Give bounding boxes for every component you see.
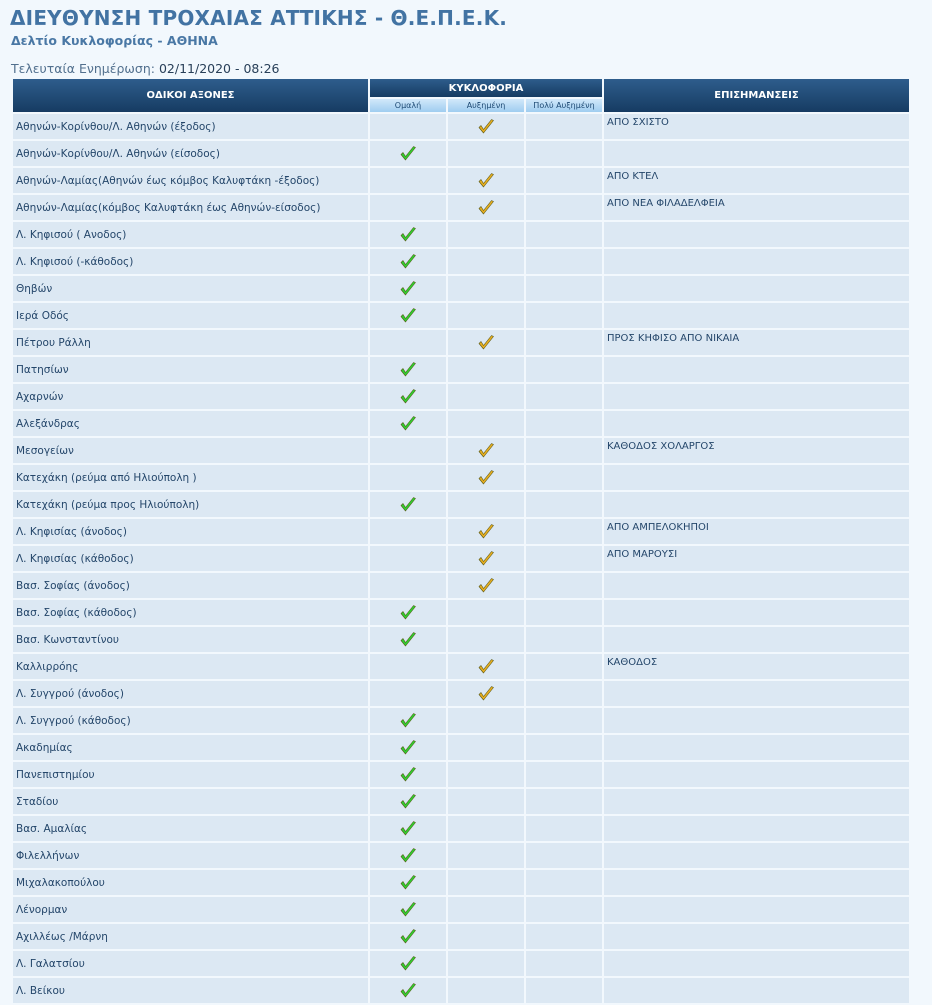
traffic-table — [11, 77, 911, 1005]
status-cell-normal — [370, 114, 446, 139]
table-row — [13, 357, 909, 382]
status-cell-normal — [370, 843, 446, 868]
header-increased: Αυξημένη — [448, 99, 524, 112]
status-cell-normal — [370, 357, 446, 382]
status-cell-very-increased — [526, 843, 602, 868]
status-cell-very-increased — [526, 492, 602, 517]
road-note: ΚΑΘΟΔΟΣ — [604, 654, 909, 679]
table-row — [13, 465, 909, 490]
table-row — [13, 330, 909, 355]
check-icon — [477, 523, 495, 541]
road-note — [604, 924, 909, 949]
status-cell-increased — [448, 492, 524, 517]
status-cell-increased — [448, 789, 524, 814]
check-icon — [477, 658, 495, 676]
status-cell-increased — [448, 870, 524, 895]
check-icon — [477, 469, 495, 487]
table-row — [13, 411, 909, 436]
road-name: Θηβών — [13, 276, 368, 301]
status-cell-very-increased — [526, 384, 602, 409]
road-name: Λ. Κηφισίας (κάθοδος) — [13, 546, 368, 571]
road-note — [604, 789, 909, 814]
status-cell-normal — [370, 924, 446, 949]
check-icon — [399, 388, 417, 406]
status-cell-very-increased — [526, 789, 602, 814]
status-cell-increased — [448, 168, 524, 193]
table-row — [13, 816, 909, 841]
road-note — [604, 276, 909, 301]
check-icon — [399, 955, 417, 973]
status-cell-very-increased — [526, 222, 602, 247]
status-cell-very-increased — [526, 573, 602, 598]
last-updated — [11, 61, 279, 76]
road-name: Αθηνών-Λαμίας(Αθηνών έως κόμβος Καλυφτάκη -έξοδος) — [13, 168, 368, 193]
status-cell-very-increased — [526, 681, 602, 706]
road-note — [604, 735, 909, 760]
road-note: ΑΠΟ ΣΧΙΣΤΟ — [604, 114, 909, 139]
road-note — [604, 411, 909, 436]
status-cell-increased — [448, 897, 524, 922]
table-row — [13, 762, 909, 787]
road-note — [604, 141, 909, 166]
status-cell-very-increased — [526, 762, 602, 787]
check-icon — [477, 172, 495, 190]
road-note: ΚΑΘΟΔΟΣ ΧΟΛΑΡΓΟΣ — [604, 438, 909, 463]
road-name: Πέτρου Ράλλη — [13, 330, 368, 355]
road-note — [604, 357, 909, 382]
table-row — [13, 222, 909, 247]
road-note — [604, 573, 909, 598]
status-cell-very-increased — [526, 951, 602, 976]
status-cell-very-increased — [526, 735, 602, 760]
status-cell-increased — [448, 546, 524, 571]
status-cell-very-increased — [526, 924, 602, 949]
check-icon — [399, 928, 417, 946]
last-updated-value: 02/11/2020 - 08:26 — [158, 61, 280, 76]
table-row — [13, 870, 909, 895]
header-roads: ΟΔΙΚΟΙ ΑΞΟΝΕΣ — [13, 79, 368, 112]
status-cell-increased — [448, 357, 524, 382]
status-cell-normal — [370, 141, 446, 166]
table-row — [13, 789, 909, 814]
status-cell-normal — [370, 384, 446, 409]
road-note — [604, 384, 909, 409]
road-note: ΠΡΟΣ ΚΗΦΙΣΟ ΑΠΟ ΝΙΚΑΙΑ — [604, 330, 909, 355]
road-name: Ιερά Οδός — [13, 303, 368, 328]
status-cell-normal — [370, 465, 446, 490]
road-name: Αχιλλέως /Μάρνη — [13, 924, 368, 949]
road-note — [604, 465, 909, 490]
road-name: Βασ. Σοφίας (άνοδος) — [13, 573, 368, 598]
status-cell-very-increased — [526, 411, 602, 436]
check-icon — [477, 550, 495, 568]
status-cell-normal — [370, 627, 446, 652]
road-note — [604, 978, 909, 1003]
status-cell-very-increased — [526, 978, 602, 1003]
check-icon — [477, 334, 495, 352]
road-name: Βασ. Αμαλίας — [13, 816, 368, 841]
status-cell-normal — [370, 411, 446, 436]
status-cell-very-increased — [526, 546, 602, 571]
status-cell-very-increased — [526, 114, 602, 139]
road-note — [604, 870, 909, 895]
road-name: Πατησίων — [13, 357, 368, 382]
check-icon — [477, 199, 495, 217]
status-cell-normal — [370, 978, 446, 1003]
status-cell-normal — [370, 762, 446, 787]
status-cell-increased — [448, 762, 524, 787]
status-cell-increased — [448, 600, 524, 625]
status-cell-increased — [448, 303, 524, 328]
table-row — [13, 978, 909, 1003]
table-row — [13, 303, 909, 328]
table-row — [13, 708, 909, 733]
road-name: Βασ. Κωνσταντίνου — [13, 627, 368, 652]
status-cell-increased — [448, 411, 524, 436]
road-name: Λ. Κηφισίας (άνοδος) — [13, 519, 368, 544]
table-row — [13, 735, 909, 760]
status-cell-increased — [448, 114, 524, 139]
status-cell-very-increased — [526, 870, 602, 895]
road-name: Κατεχάκη (ρεύμα προς Ηλιούπολη) — [13, 492, 368, 517]
status-cell-normal — [370, 276, 446, 301]
status-cell-increased — [448, 465, 524, 490]
road-name: Κατεχάκη (ρεύμα από Ηλιούπολη ) — [13, 465, 368, 490]
status-cell-very-increased — [526, 897, 602, 922]
check-icon — [399, 874, 417, 892]
status-cell-very-increased — [526, 249, 602, 274]
road-note — [604, 762, 909, 787]
check-icon — [399, 496, 417, 514]
check-icon — [399, 253, 417, 271]
road-name: Αλεξάνδρας — [13, 411, 368, 436]
table-row — [13, 573, 909, 598]
check-icon — [399, 631, 417, 649]
road-note — [604, 681, 909, 706]
status-cell-increased — [448, 627, 524, 652]
status-cell-very-increased — [526, 276, 602, 301]
table-row — [13, 654, 909, 679]
road-name: Βασ. Σοφίας (κάθοδος) — [13, 600, 368, 625]
status-cell-increased — [448, 654, 524, 679]
table-row — [13, 897, 909, 922]
status-cell-increased — [448, 951, 524, 976]
table-row — [13, 168, 909, 193]
status-cell-very-increased — [526, 330, 602, 355]
status-cell-normal — [370, 870, 446, 895]
status-cell-normal — [370, 789, 446, 814]
status-cell-normal — [370, 492, 446, 517]
status-cell-increased — [448, 816, 524, 841]
road-name: Λ. Βείκου — [13, 978, 368, 1003]
road-name: Αχαρνών — [13, 384, 368, 409]
road-name: Λ. Γαλατσίου — [13, 951, 368, 976]
table-row — [13, 843, 909, 868]
check-icon — [399, 793, 417, 811]
status-cell-normal — [370, 438, 446, 463]
road-name: Ακαδημίας — [13, 735, 368, 760]
status-cell-increased — [448, 141, 524, 166]
status-cell-very-increased — [526, 627, 602, 652]
status-cell-normal — [370, 168, 446, 193]
status-cell-very-increased — [526, 654, 602, 679]
status-cell-very-increased — [526, 600, 602, 625]
table-row — [13, 924, 909, 949]
traffic-rows — [13, 114, 909, 1003]
table-row — [13, 438, 909, 463]
header-notes: ΕΠΙΣΗΜΑΝΣΕΙΣ — [604, 79, 909, 112]
status-cell-very-increased — [526, 195, 602, 220]
check-icon — [399, 415, 417, 433]
road-name: Αθηνών-Κορίνθου/Λ. Αθηνών (έξοδος) — [13, 114, 368, 139]
check-icon — [399, 280, 417, 298]
road-name: Λ. Συγγρού (κάθοδος) — [13, 708, 368, 733]
road-name: Φιλελλήνων — [13, 843, 368, 868]
status-cell-increased — [448, 195, 524, 220]
road-note — [604, 951, 909, 976]
check-icon — [399, 766, 417, 784]
check-icon — [399, 739, 417, 757]
check-icon — [477, 685, 495, 703]
road-note — [604, 708, 909, 733]
status-cell-increased — [448, 978, 524, 1003]
road-note — [604, 303, 909, 328]
status-cell-normal — [370, 330, 446, 355]
table-row — [13, 519, 909, 544]
table-row — [13, 114, 909, 139]
table-row — [13, 195, 909, 220]
status-cell-increased — [448, 843, 524, 868]
table-row — [13, 249, 909, 274]
page-subtitle: Δελτίο Κυκλοφορίας - ΑΘΗΝΑ — [11, 33, 218, 48]
table-row — [13, 951, 909, 976]
check-icon — [399, 901, 417, 919]
check-icon — [399, 604, 417, 622]
status-cell-very-increased — [526, 141, 602, 166]
status-cell-normal — [370, 681, 446, 706]
status-cell-normal — [370, 249, 446, 274]
road-name: Λ. Συγγρού (άνοδος) — [13, 681, 368, 706]
status-cell-normal — [370, 519, 446, 544]
table-row — [13, 627, 909, 652]
status-cell-increased — [448, 735, 524, 760]
status-cell-increased — [448, 384, 524, 409]
status-cell-normal — [370, 222, 446, 247]
check-icon — [399, 145, 417, 163]
status-cell-increased — [448, 438, 524, 463]
road-note — [604, 600, 909, 625]
header-traffic: ΚΥΚΛΟΦΟΡΙΑ — [370, 79, 602, 97]
check-icon — [399, 361, 417, 379]
road-name: Μεσογείων — [13, 438, 368, 463]
table-row — [13, 600, 909, 625]
table-row — [13, 141, 909, 166]
status-cell-very-increased — [526, 168, 602, 193]
status-cell-normal — [370, 708, 446, 733]
status-cell-very-increased — [526, 438, 602, 463]
check-icon — [477, 442, 495, 460]
status-cell-normal — [370, 735, 446, 760]
status-cell-normal — [370, 897, 446, 922]
status-cell-increased — [448, 924, 524, 949]
status-cell-normal — [370, 600, 446, 625]
road-note: ΑΠΟ ΝΕΑ ΦΙΛΑΔΕΛΦΕΙΑ — [604, 195, 909, 220]
check-icon — [477, 118, 495, 136]
status-cell-normal — [370, 654, 446, 679]
check-icon — [399, 307, 417, 325]
check-icon — [399, 847, 417, 865]
header-normal: Ομαλή — [370, 99, 446, 112]
status-cell-increased — [448, 573, 524, 598]
check-icon — [399, 712, 417, 730]
check-icon — [399, 226, 417, 244]
road-name: Πανεπιστημίου — [13, 762, 368, 787]
header-very-increased: Πολύ Αυξημένη — [526, 99, 602, 112]
status-cell-increased — [448, 330, 524, 355]
check-icon — [477, 577, 495, 595]
road-name: Καλλιρρόης — [13, 654, 368, 679]
table-row — [13, 546, 909, 571]
road-name: Μιχαλακοπούλου — [13, 870, 368, 895]
last-updated-label: Τελευταία Ενημέρωση: — [11, 61, 155, 76]
check-icon — [399, 982, 417, 1000]
status-cell-very-increased — [526, 708, 602, 733]
table-row — [13, 681, 909, 706]
check-icon — [399, 820, 417, 838]
status-cell-very-increased — [526, 303, 602, 328]
status-cell-increased — [448, 708, 524, 733]
table-row — [13, 384, 909, 409]
road-note — [604, 816, 909, 841]
road-note — [604, 627, 909, 652]
status-cell-normal — [370, 546, 446, 571]
road-name: Λένορμαν — [13, 897, 368, 922]
road-note: ΑΠΟ ΑΜΠΕΛΟΚΗΠΟΙ — [604, 519, 909, 544]
status-cell-normal — [370, 195, 446, 220]
road-note — [604, 843, 909, 868]
status-cell-very-increased — [526, 357, 602, 382]
status-cell-increased — [448, 249, 524, 274]
status-cell-increased — [448, 222, 524, 247]
status-cell-normal — [370, 951, 446, 976]
road-note: ΑΠΟ ΜΑΡΟΥΣΙ — [604, 546, 909, 571]
status-cell-increased — [448, 681, 524, 706]
status-cell-normal — [370, 816, 446, 841]
status-cell-very-increased — [526, 816, 602, 841]
status-cell-very-increased — [526, 465, 602, 490]
status-cell-increased — [448, 519, 524, 544]
road-note — [604, 492, 909, 517]
status-cell-normal — [370, 573, 446, 598]
road-note — [604, 222, 909, 247]
road-note: ΑΠΟ ΚΤΕΛ — [604, 168, 909, 193]
road-name: Λ. Κηφισού (-κάθοδος) — [13, 249, 368, 274]
status-cell-increased — [448, 276, 524, 301]
table-row — [13, 276, 909, 301]
status-cell-normal — [370, 303, 446, 328]
table-row — [13, 492, 909, 517]
road-note — [604, 897, 909, 922]
road-name: Σταδίου — [13, 789, 368, 814]
road-name: Λ. Κηφισού ( Ανοδος) — [13, 222, 368, 247]
road-name: Αθηνών-Λαμίας(κόμβος Καλυφτάκη έως Αθηνών-είσοδος) — [13, 195, 368, 220]
page-title: ΔΙΕΥΘΥΝΣΗ ΤΡΟΧΑΙΑΣ ΑΤΤΙΚΗΣ - Θ.Ε.Π.Ε.Κ. — [10, 6, 508, 30]
status-cell-very-increased — [526, 519, 602, 544]
road-name: Αθηνών-Κορίνθου/Λ. Αθηνών (είσοδος) — [13, 141, 368, 166]
road-note — [604, 249, 909, 274]
